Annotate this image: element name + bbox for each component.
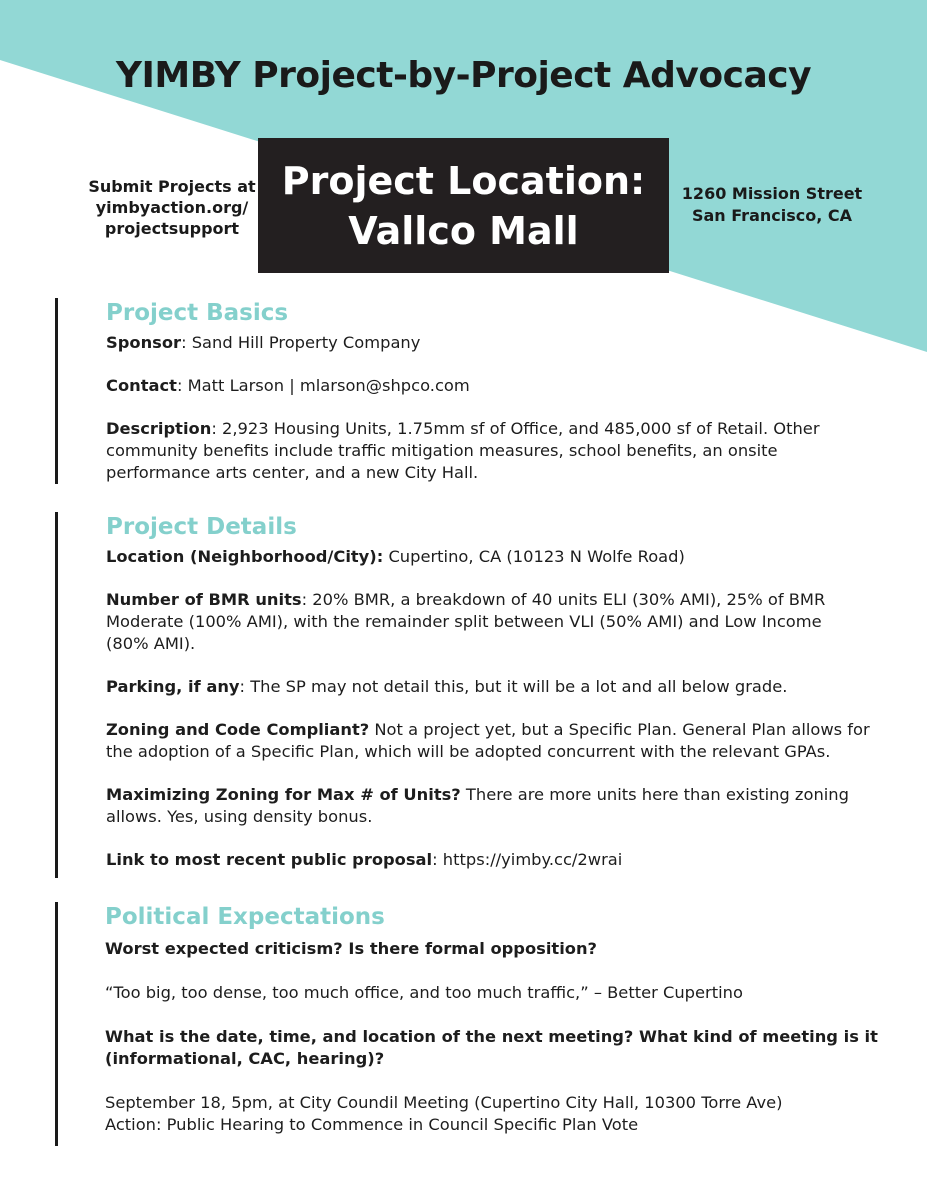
max-units-line-1: There are more units here than existing zoning	[460, 785, 849, 804]
address-line-2: San Francisco, CA	[691, 206, 852, 225]
project-details-section	[55, 512, 906, 878]
sponsor-row	[106, 332, 906, 354]
office-address	[672, 183, 872, 227]
proposal-link-label: Link to most recent public proposal	[106, 850, 433, 869]
meeting-answer-line-2: Action: Public Hearing to Commence in Council Specific Plan Vote	[105, 1115, 639, 1134]
project-details-heading: Project Details	[106, 514, 297, 540]
description-label: Description	[106, 419, 212, 438]
max-units-label: Maximizing Zoning for Max # of Units?	[106, 785, 461, 804]
description-line-3: performance arts center, and a new City Hall.	[106, 463, 479, 482]
project-location-name: Vallco Mall	[348, 208, 579, 253]
max-units-line-2: allows. Yes, using density bonus.	[106, 807, 373, 826]
max-units-row	[106, 784, 906, 828]
parking-label: Parking, if any	[106, 677, 240, 696]
zoning-line-1: Not a project yet, but a Specific Plan. General Plan allows for	[369, 720, 870, 739]
parking-row	[106, 676, 906, 698]
contact-row	[106, 375, 906, 397]
sponsor-value: : Sand Hill Property Company	[181, 333, 421, 352]
criticism-answer: “Too big, too dense, too much office, and too much traffic,” – Better Cupertino	[105, 983, 743, 1002]
zoning-line-2: the adoption of a Specific Plan, which will be adopted concurrent with the relevant GPAs.	[106, 742, 831, 761]
political-expectations-section	[55, 902, 905, 1146]
sponsor-label: Sponsor	[106, 333, 182, 352]
submit-line-1: Submit Projects at	[88, 177, 256, 196]
parking-value: : The SP may not detail this, but it will be a lot and all below grade.	[239, 677, 788, 696]
zoning-label: Zoning and Code Compliant?	[106, 720, 370, 739]
location-value: Cupertino, CA (10123 N Wolfe Road)	[383, 547, 685, 566]
description-row	[106, 418, 906, 484]
meeting-question-line-1: What is the date, time, and location of the next meeting? What kind of meeting is it	[105, 1027, 878, 1046]
submit-projects-note	[62, 176, 282, 239]
page-title: YIMBY Project-by-Project Advocacy	[115, 55, 812, 96]
location-row	[106, 546, 906, 568]
description-line-1: : 2,923 Housing Units, 1.75mm sf of Office, and 485,000 sf of Retail. Other	[211, 419, 820, 438]
project-location-label: Project Location:	[281, 158, 646, 203]
meeting-answer-line-1: September 18, 5pm, at City Coundil Meeting (Cupertino City Hall, 10300 Torre Ave)	[105, 1093, 783, 1112]
criticism-question-text: Worst expected criticism? Is there formal opposition?	[105, 939, 598, 958]
meeting-question	[105, 1026, 905, 1070]
bmr-line-3: (80% AMI).	[106, 634, 196, 653]
contact-value: : Matt Larson | mlarson@shpco.com	[176, 376, 470, 395]
description-line-2: community benefits include traffic mitigation measures, school benefits, an onsite	[106, 441, 778, 460]
project-basics-heading: Project Basics	[106, 300, 289, 326]
bmr-label: Number of BMR units	[106, 590, 302, 609]
meeting-question-line-2: (informational, CAC, hearing)?	[105, 1049, 385, 1068]
meeting-answer	[105, 1092, 905, 1136]
project-basics-section	[55, 298, 906, 484]
zoning-row	[106, 719, 906, 763]
project-location-box	[258, 138, 669, 273]
criticism-question	[105, 938, 905, 960]
address-line-1: 1260 Mission Street	[681, 184, 863, 203]
submit-line-3: projectsupport	[104, 219, 240, 238]
proposal-link-row	[106, 849, 906, 871]
contact-label: Contact	[106, 376, 177, 395]
bmr-row	[106, 589, 906, 655]
submit-line-2: yimbyaction.org/	[95, 198, 249, 217]
proposal-link-value: : https://yimby.cc/2wrai	[432, 850, 623, 869]
bmr-line-2: Moderate (100% AMI), with the remainder split between VLI (50% AMI) and Low Income	[106, 612, 822, 631]
political-expectations-heading: Political Expectations	[105, 904, 385, 930]
location-label: Location (Neighborhood/City):	[106, 547, 384, 566]
bmr-line-1: : 20% BMR, a breakdown of 40 units ELI (30% AMI), 25% of BMR	[301, 590, 826, 609]
